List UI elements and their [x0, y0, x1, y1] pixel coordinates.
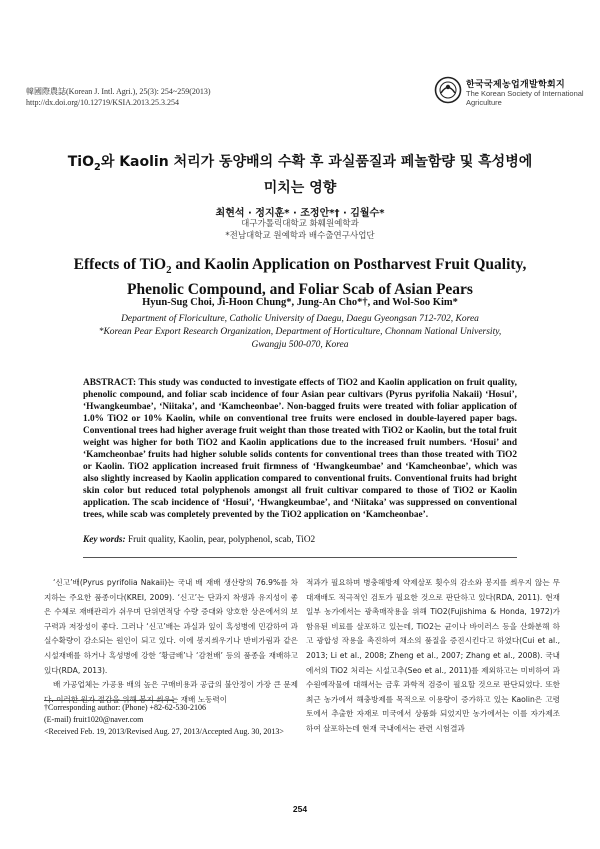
korean-affiliations: 대구가톨릭대학교 화훼원예학과 *전남대학교 원예학과 배수출연구사업단	[225, 219, 375, 241]
journal-line: 韓國際農誌(Korean J. Intl. Agri.), 25(3): 254~259(2013)	[26, 87, 211, 96]
abstract-text: This study was conducted to investigate effects of TiO2 and Kaolin application on fruit quality, phenolic compound, and foliar scab incidence of four Asian pear cultivars (Pyrus pyrifolia Nakaii) ‘Hosui’, ‘Hwangkeumbae’, ‘Niitaka’, and ‘Kamcheonbae’. Non-bagged fruits were treated with foliar application of 1.0% TiO2 or 10% Kaolin, while on conventional tree fruits were enclosed in double-layered paper bags. Conventional trees had higher average fruit weight than those treated with TiO2 or Kaolin, but the total fruit weight was higher for both TiO2 and Kaolin applications due to the increased fruit numbers. ‘Hosui’ and ‘Kamcheonbae’ fruits had higher soluble solids contents for conventional trees than those treated with TiO2 or Kaolin. TiO2 application increased fruit firmness of ‘Hwangkeumbae’ and ‘Kamcheonbae’, which was also slightly increased by Kaolin application compared to conventional fruits. Conventional fruits had bright skin color but reduced total polyphenols amongst all fruit cultivar compared to those of TiO2 or Kaolin application. The scab incidence of ‘Hosui’, ‘Hwangkeumbae’, and ‘Niitaka’ was suppressed on conventional trees, while scab was completely prevented by the TiO2 application on ‘Kamcheonbae’.	[83, 378, 518, 520]
keywords	[83, 535, 517, 545]
received-dates: <Received Feb. 19, 2013/Revised Aug. 27, 2013/Accepted Aug. 30, 2013>	[44, 727, 284, 736]
footnote-divider	[44, 700, 174, 701]
english-authors: Hyun-Sug Choi, Ji-Hoon Chung*, Jung-An Cho*†, and Wol-Soo Kim*	[142, 297, 458, 308]
keywords-text: Fruit quality, Kaolin, pear, polyphenol, scab, TiO2	[127, 535, 316, 545]
page-number: 254	[292, 804, 308, 814]
korean-title	[20, 152, 580, 198]
korean-title-line2: 미치는 영향	[263, 179, 337, 196]
society-logo	[434, 74, 584, 114]
body-column-right	[306, 576, 560, 737]
korean-authors: 최현석 · 정지훈* · 조정안*† · 김월수*	[215, 208, 385, 219]
body-paragraph: 적과가 필요하며 병충해방제 약제살포 횟수의 감소와 봉지를 씌우지 않는 무대재배도 적극적인 검토가 필요한 것으로 판단하고 있다(RDA, 2011). 현재 일부 농가에서는 광촉매작용을 위해 TiO2(Fujishima & Honda, 1972)가 함유된 비료를 살포하고 있는데, TiO2는 균이나 바이러스 등을 산화분해 하고 광합성 작용을 촉진하여 채소의 품질을 증진시킨다고 하였다(Cui et al., 2013; Li et al., 2008; Zheng et al., 2007; Zhang et al., 2008). 국내에서의 TiO2 처리는 시설고추(Seo et al., 2011)를 제외하고는 미비하여 과수원예작물에 대해서는 금후 과학적 검증이 필요할 것으로 판단되었다. 또한 최근 농가에서 해충방제를 목적으로 이용량이 증가하고 있는 Kaolin은 고령토에서 추출한 자재로 미국에서 상품화 되었지만 농가에서는 이를 자가제조하여 살포하는데 현재 국내에서는 관련 시험결과	[306, 578, 560, 733]
english-affiliations: Department of Floriculture, Catholic University of Daegu, Daegu Gyeongsan 712-702, Korea *Korean Pear Export Research Organization, Department of Horticulture, Chonnam National University, Gwangju 500-070, Korea	[98, 314, 502, 350]
english-title	[20, 255, 580, 299]
body-paragraph: 배 가공업체는 가공용 배의 높은 구매비용과 공급의 불안정이 가장 큰 문제다. 이러한 원가 절감을 위해 봉지 씌우는 재배 노동력이	[44, 680, 298, 704]
society-name-korean: 한국국제농업개발학회지	[466, 80, 565, 90]
english-title-line1: Effects of TiO$_2$ and Kaolin Application on Postharvest Fruit Quality,	[73, 256, 527, 277]
doi-line: http://dx.doi.org/10.12719/KSIA.2013.25.3.254	[26, 98, 179, 107]
english-title-line2: Phenolic Compound, and Foliar Scab of Asian Pears	[127, 281, 473, 299]
body-paragraph: ‘신고’배(Pyrus pyrifolia Nakaii)는 국내 배 재배 생산량의 76.9%를 차지하는 주요한 품종이다(KREI, 2009). ‘신고’는 단과지 착생과 유지성이 좋은 수체로 재배관리가 쉬우며 단위면적당 수량 증대와 양호한 상온에서의 보구력과 저장성이 좋다. 그러나 ‘신고’배는 과실과 잎이 흑성병에 민감하여 과실수확량이 감소되는 원인이 되고 있다. 이에 봉지씌우기나 반비가림과 같은 시설재배를 하거나 흑성병에 강한 ‘황금배’나 ‘감천배’ 등의 품종을 재배하고 있다(RDA, 2013).	[44, 578, 298, 675]
journal-citation	[26, 86, 211, 108]
society-emblem-icon	[434, 76, 462, 104]
body-column-left	[44, 576, 298, 707]
keywords-label: Key words:	[83, 535, 126, 545]
abstract	[83, 377, 517, 521]
abstract-divider	[83, 557, 517, 558]
abstract-label: ABSTRACT:	[83, 378, 137, 388]
author-email: (E-mail) fruit1020@naver.com	[44, 715, 144, 724]
korean-title-line1: TiO$_2$와 Kaolin 처리가 동양배의 수확 후 과실품질과 페놀함량 및 흑성병에	[67, 154, 533, 173]
footnote	[44, 702, 304, 738]
corresponding-author: †Corresponding author: (Phone) +82-62-530-2106	[44, 703, 207, 712]
society-name-english: The Korean Society of International Agriculture	[466, 89, 584, 107]
